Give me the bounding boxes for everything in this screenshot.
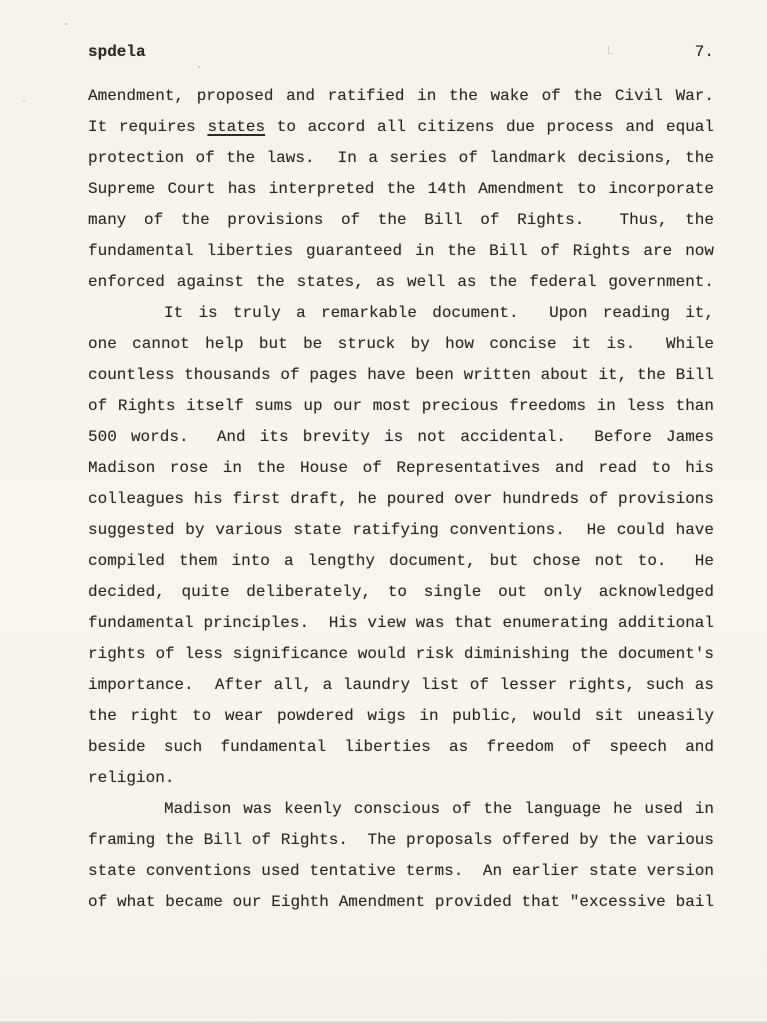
- scan-speck: [198, 66, 200, 68]
- text-line: Amendment, proposed and ratified in the wake of the Civil War.: [88, 87, 714, 105]
- text-line: importance. After all, a laundry list of lesser rights, such as: [88, 676, 714, 694]
- page-number: 7.: [694, 43, 714, 61]
- text-line: suggested by various state ratifying conventions. He could have: [88, 521, 714, 539]
- scan-mark: [608, 46, 614, 54]
- text-line: Madison was keenly conscious of the language he used in: [164, 800, 714, 818]
- text-line: fundamental principles. His view was that enumerating additional: [88, 614, 714, 632]
- text-line: Madison rose in the House of Representatives and read to his: [88, 459, 714, 477]
- text-line: beside such fundamental liberties as freedom of speech and: [88, 738, 714, 756]
- page-header: [88, 42, 714, 62]
- text-line: of Rights itself sums up our most precious freedoms in less than: [88, 397, 714, 415]
- text-line: religion.: [88, 769, 175, 787]
- text-line: countless thousands of pages have been written about it, the Bill: [88, 366, 714, 384]
- text-line: framing the Bill of Rights. The proposals offered by the various: [88, 831, 714, 849]
- text-line: compiled them into a lengthy document, but chose not to. He: [88, 552, 714, 570]
- scan-bottom-edge: [0, 1016, 767, 1024]
- text-line: colleagues his first draft, he poured over hundreds of provisions: [88, 490, 714, 508]
- text-line: protection of the laws. In a series of landmark decisions, the: [88, 149, 714, 167]
- scan-speck: [23, 100, 25, 102]
- text-line: It requires states to accord all citizens due process and equal: [88, 118, 714, 136]
- text-line: rights of less significance would risk diminishing the document's: [88, 645, 714, 663]
- text-line: one cannot help but be struck by how concise it is. While: [88, 335, 714, 353]
- text-line: decided, quite deliberately, to single out only acknowledged: [88, 583, 714, 601]
- text-line: Supreme Court has interpreted the 14th Amendment to incorporate: [88, 180, 714, 198]
- text-line: the right to wear powdered wigs in public, would sit uneasily: [88, 707, 714, 725]
- document-id: spdela: [88, 43, 146, 61]
- underlined-word: states: [207, 118, 266, 136]
- text-line: state conventions used tentative terms. An earlier state version: [88, 862, 714, 880]
- scan-speck: [65, 23, 67, 25]
- text-line: of what became our Eighth Amendment provided that "excessive bail: [88, 893, 714, 911]
- text-line: many of the provisions of the Bill of Rights. Thus, the: [88, 211, 714, 229]
- text-line: enforced against the states, as well as the federal government.: [88, 273, 714, 291]
- document-body: [88, 81, 714, 918]
- text-line: 500 words. And its brevity is not accidental. Before James: [88, 428, 714, 446]
- text-line: It is truly a remarkable document. Upon reading it,: [164, 304, 714, 322]
- text-line: fundamental liberties guaranteed in the Bill of Rights are now: [88, 242, 714, 260]
